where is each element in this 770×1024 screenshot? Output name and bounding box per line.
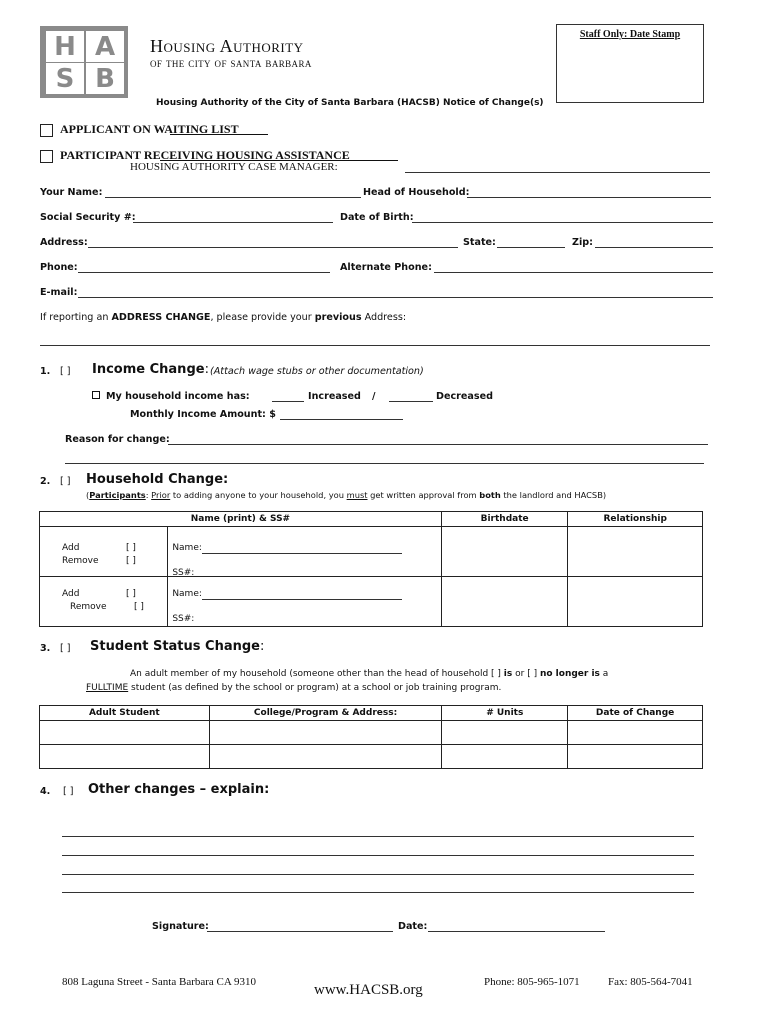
col-relationship-header: Relationship [568,512,703,527]
remove-label: Remove [70,602,107,612]
staff-date-stamp-box [556,24,704,103]
explain-line-4[interactable] [62,892,694,893]
col-college-header: College/Program & Address: [209,706,442,721]
head-of-household-field[interactable] [467,197,711,198]
decreased-label: Decreased [436,391,493,402]
alt-phone-label: Alternate Phone: [340,262,432,273]
col-adult-student-header: Adult Student [40,706,210,721]
birthdate-cell[interactable] [441,527,568,577]
add-remove-cell [40,577,168,627]
org-name: Housing Authority [150,36,304,56]
income-has-checkbox[interactable] [92,391,100,399]
add-label: Add [62,589,80,599]
col-date-header: Date of Change [568,706,703,721]
hh-note-participants: Participants [89,490,146,500]
prev-note-previous: previous [314,312,362,323]
ssn-label: Social Security #: [40,212,136,223]
student-cell[interactable] [40,745,210,769]
reason-field-1[interactable] [168,444,708,445]
reason-label: Reason for change: [65,434,170,445]
zip-field[interactable] [595,247,713,248]
remove-label: Remove [62,556,99,566]
add-remove-cell [40,527,168,577]
student-line-2 [86,683,501,693]
household-change-title: Household Change: [86,472,229,487]
hh-note-prior: Prior [151,490,171,500]
phone-label: Phone: [40,262,78,273]
decreased-field[interactable] [389,401,433,402]
student-a: a [602,669,609,679]
table-row [40,721,703,745]
relationship-cell[interactable] [568,577,703,627]
section-2-number: 2. [40,476,51,487]
student-line-2-text: student (as defined by the school or program) at a school or job training program. [128,683,502,693]
student-cell[interactable] [40,721,210,745]
hh-note-4: get written approval from [367,490,480,500]
explain-line-3[interactable] [62,874,694,875]
section-1-checkbox[interactable]: [ ] [60,366,71,377]
college-cell[interactable] [209,745,442,769]
previous-address-field[interactable] [40,345,710,346]
signature-date-label: Date: [398,921,428,932]
units-cell[interactable] [442,745,568,769]
section-4-number: 4. [40,786,51,797]
prev-note-address-change: ADDRESS CHANGE [111,312,211,323]
email-label: E-mail: [40,287,78,298]
signature-field[interactable] [207,931,393,932]
alt-phone-field[interactable] [434,272,713,273]
student-fulltime: FULLTIME [86,683,129,693]
head-of-household-label: Head of Household: [363,187,470,198]
org-subname: of the city of santa barbara [150,55,312,70]
case-manager-field[interactable] [405,172,710,173]
email-field[interactable] [78,297,713,298]
monthly-income-field[interactable] [280,419,403,420]
household-table [39,511,703,627]
dob-label: Date of Birth: [340,212,414,223]
your-name-field[interactable] [105,197,361,198]
income-change-title [92,362,209,377]
zip-label: Zip: [572,237,593,248]
student-status-title [90,639,264,654]
explain-line-1[interactable] [62,836,694,837]
signature-label: Signature: [152,921,209,932]
prev-note-text-3: Address: [364,312,407,323]
hh-note-1: ( [86,490,90,500]
add-checkbox[interactable]: [ ] [126,543,136,553]
table-row [40,745,703,769]
footer-website[interactable]: www.HACSB.org [314,982,423,998]
name-field[interactable] [202,553,402,554]
section-2-checkbox[interactable]: [ ] [60,476,71,487]
participant-label: PARTICIPANT RECEIVING HOUSING ASSISTANCE [60,148,350,162]
remove-checkbox[interactable]: [ ] [126,556,136,566]
other-changes-title: Other changes – explain: [88,782,270,797]
student-line-1 [130,669,608,679]
birthdate-cell[interactable] [441,577,568,627]
slash-label: / [372,391,376,402]
name-ss-cell [168,527,442,577]
section-4-checkbox[interactable]: [ ] [63,786,74,797]
applicant-label: APPLICANT ON WAITING LIST [60,122,239,136]
student-or: or [ ] [515,669,538,679]
increased-field[interactable] [272,401,304,402]
footer-address: 808 Laguna Street - Santa Barbara CA 9310 [62,976,256,988]
income-has-label: My household income has: [106,391,250,402]
date-cell[interactable] [568,745,703,769]
logo-letter-a: A [86,31,124,62]
name-ss-cell [168,577,442,627]
income-change-note: (Attach wage stubs or other documentation) [210,366,424,377]
units-cell[interactable] [442,721,568,745]
student-no-longer-is: no longer is [539,669,600,679]
form-title: Housing Authority of the City of Santa Barbara (HACSB) Notice of Change(s) [156,98,544,108]
logo-letter-b: B [86,63,124,94]
section-3-number: 3. [40,643,51,654]
section-1-number: 1. [40,366,51,377]
student-status-colon: : [259,639,265,654]
dob-field[interactable] [412,222,713,223]
table-row [40,577,703,627]
name-label: Name: [172,589,202,599]
participant-checkbox[interactable] [40,150,53,163]
relationship-cell[interactable] [568,527,703,577]
income-change-title-text: Income Change [92,362,205,377]
ssn-field[interactable] [133,222,333,223]
hacsb-logo [40,26,128,98]
prev-note-text-2: , please provide your [210,312,312,323]
signature-date-field[interactable] [428,931,605,932]
waiting-list-underline [170,134,268,135]
hh-note-both: both [479,490,501,500]
ss-label: SS#: [172,568,195,578]
col-units-header: # Units [442,706,568,721]
date-cell[interactable] [568,721,703,745]
previous-address-note [40,312,406,323]
hh-note-2: : [145,490,152,500]
household-change-note [86,490,606,500]
student-is: is [503,669,513,679]
student-table [39,705,703,769]
income-change-colon: : [204,362,209,377]
hh-note-3: to adding anyone to your household, you [170,490,347,500]
col-name-header: Name (print) & SS# [40,512,442,527]
income-has-row [92,391,250,402]
student-line-1-text: An adult member of my household (someone other than the head of household [ ] [130,669,501,679]
staff-stamp-label: Staff Only: Date Stamp [579,29,681,40]
explain-line-2[interactable] [62,855,694,856]
hh-note-must: must [346,490,368,500]
name-field[interactable] [202,599,402,600]
logo-letter-h: H [46,31,84,62]
footer-fax: Fax: 805-564-7041 [608,976,693,988]
state-label: State: [463,237,496,248]
hh-note-5: the landlord and HACSB) [500,490,607,500]
col-birthdate-header: Birthdate [441,512,568,527]
prev-note-text-1: If reporting an [40,312,109,323]
student-status-title-text: Student Status Change [90,639,260,654]
section-3-checkbox[interactable]: [ ] [60,643,71,654]
monthly-income-label: Monthly Income Amount: $ [130,409,276,420]
footer-phone: Phone: 805-965-1071 [484,976,580,988]
address-label: Address: [40,237,88,248]
add-checkbox[interactable]: [ ] [126,589,136,599]
your-name-label: Your Name: [40,187,103,198]
remove-checkbox[interactable]: [ ] [134,602,144,612]
state-field[interactable] [497,247,565,248]
college-cell[interactable] [209,721,442,745]
case-manager-label: HOUSING AUTHORITY CASE MANAGER: [130,161,338,173]
reason-field-2[interactable] [65,463,704,464]
ss-label: SS#: [172,614,195,624]
address-field[interactable] [88,247,458,248]
name-label: Name: [172,543,202,553]
logo-letter-s: S [46,63,84,94]
add-label: Add [62,543,80,553]
table-row [40,527,703,577]
increased-label: Increased [308,391,361,402]
applicant-checkbox[interactable] [40,124,53,137]
phone-field[interactable] [78,272,330,273]
